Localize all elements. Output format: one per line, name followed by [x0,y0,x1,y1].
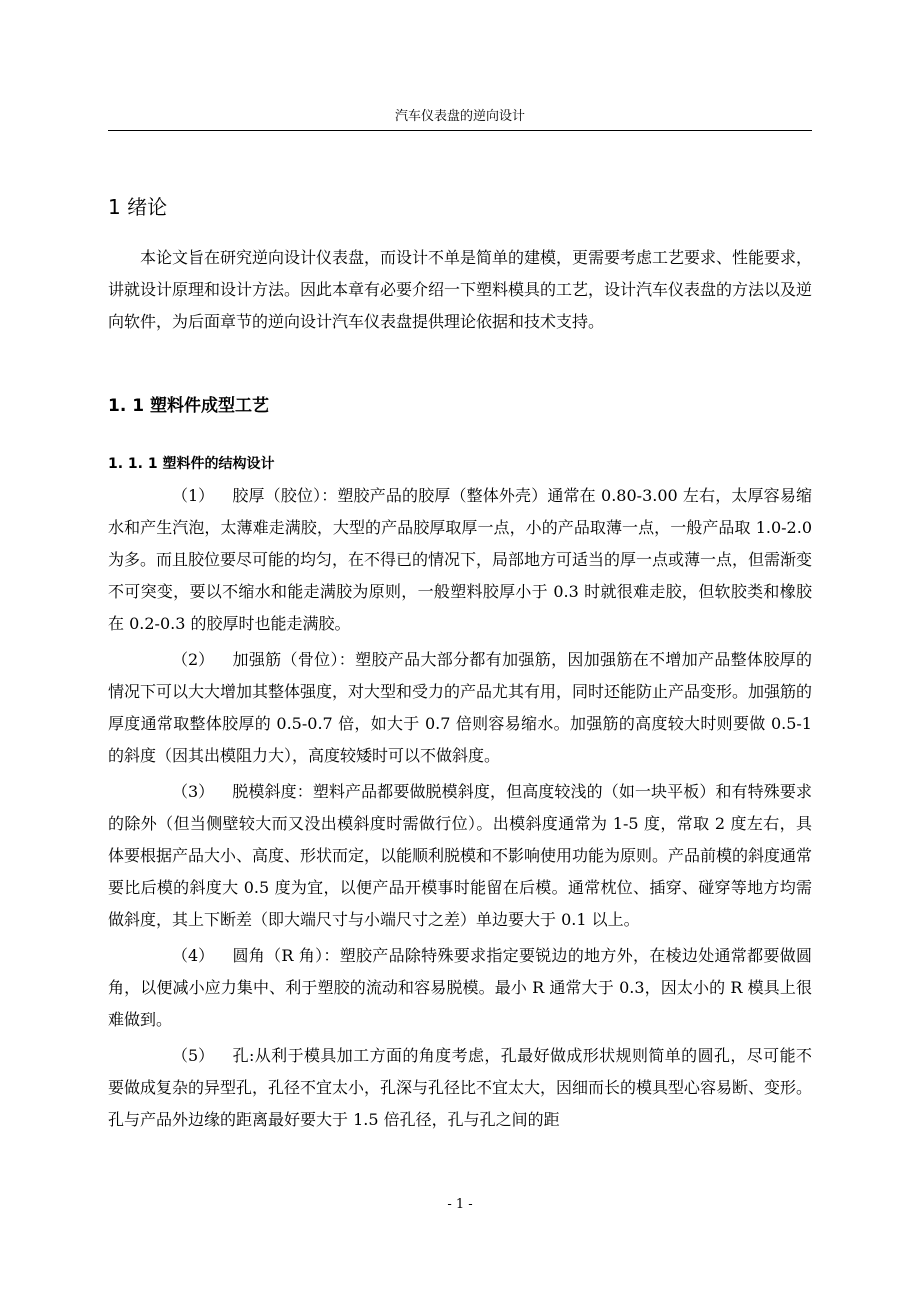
list-item-text: 圆角（R 角）：塑胶产品除特殊要求指定要锐边的地方外，在棱边处通常都要做圆角，以便减小应力集中、利于塑胶的流动和容易脱模。最小 R 通常大于 0.3，因太小的 R 模具上很难做到。 [108,946,812,1029]
list-item-number: （2） [172,650,215,669]
numbered-list [108,480,812,1140]
subsection-heading: 1. 1. 1 塑料件的结构设计 [108,456,275,472]
chapter-heading: 1 绪论 [108,195,168,219]
list-item [108,480,812,640]
section-heading: 1. 1 塑料件成型工艺 [108,396,269,416]
page-number: - 1 - [447,1197,473,1212]
list-item [108,940,812,1036]
list-item-text: 脱模斜度：塑料产品都要做脱模斜度，但高度较浅的（如一块平板）和有特殊要求的除外（但当侧壁较大而又没出模斜度时需做行位）。出模斜度通常为 1-5 度，常取 2 度左右，具体要根据产品大小、高度、形状而定，以能顺利脱模和不影响使用功能为原则。产品前模的斜度通常要比后模的斜度大 0.5 度为宜，以便产品开模事时能留在后模。通常枕位、插穿、碰穿等地方均需做斜度，其上下断差（即大端尺寸与小端尺寸之差）单边要大于 0.1 以上。 [108,782,813,929]
list-item [108,644,812,772]
list-item-number: （5） [172,1046,215,1065]
list-item-number: （1） [172,486,215,505]
list-item [108,776,812,936]
list-item-text: 胶厚（胶位）：塑胶产品的胶厚（整体外壳）通常在 0.80-3.00 左右，太厚容易缩水和产生汽泡，太薄难走满胶，大型的产品胶厚取厚一点，小的产品取薄一点，一般产品取 1.0-2.0 为多。而且胶位要尽可能的均匀，在不得已的情况下，局部地方可适当的厚一点或薄一点，但需渐变不可突变，要以不缩水和能走满胶为原则，一般塑料胶厚小于 0.3 时就很难走胶，但软胶类和橡胶在 0.2-0.3 的胶厚时也能走满胶。 [108,486,813,633]
list-item-text: 加强筋（骨位）：塑胶产品大部分都有加强筋，因加强筋在不增加产品整体胶厚的情况下可以大大增加其整体强度，对大型和受力的产品尤其有用，同时还能防止产品变形。加强筋的厚度通常取整体胶厚的 0.5-0.7 倍，如大于 0.7 倍则容易缩水。加强筋的高度较大时则要做 0.5-1 的斜度（因其出模阻力大），高度较矮时可以不做斜度。 [108,650,813,765]
running-header: 汽车仪表盘的逆向设计 [394,109,525,124]
chapter-intro-paragraph: 本论文旨在研究逆向设计仪表盘，而设计不单是简单的建模，更需要考虑工艺要求、性能要求，讲就设计原理和设计方法。因此本章有必要介绍一下塑料模具的工艺，设计汽车仪表盘的方法以及逆向软件，为后面章节的逆向设计汽车仪表盘提供理论依据和技术支持。 [108,248,813,331]
list-item-text: 孔:从利于模具加工方面的角度考虑，孔最好做成形状规则简单的圆孔，尽可能不要做成复杂的异型孔，孔径不宜太小，孔深与孔径比不宜太大，因细而长的模具型心容易断、变形。孔与产品外边缘的距离最好要大于 1.5 倍孔径，孔与孔之间的距 [108,1046,813,1129]
list-item-number: （3） [172,782,215,801]
list-item [108,1040,812,1136]
list-item-number: （4） [172,946,215,965]
header-divider [108,130,812,131]
